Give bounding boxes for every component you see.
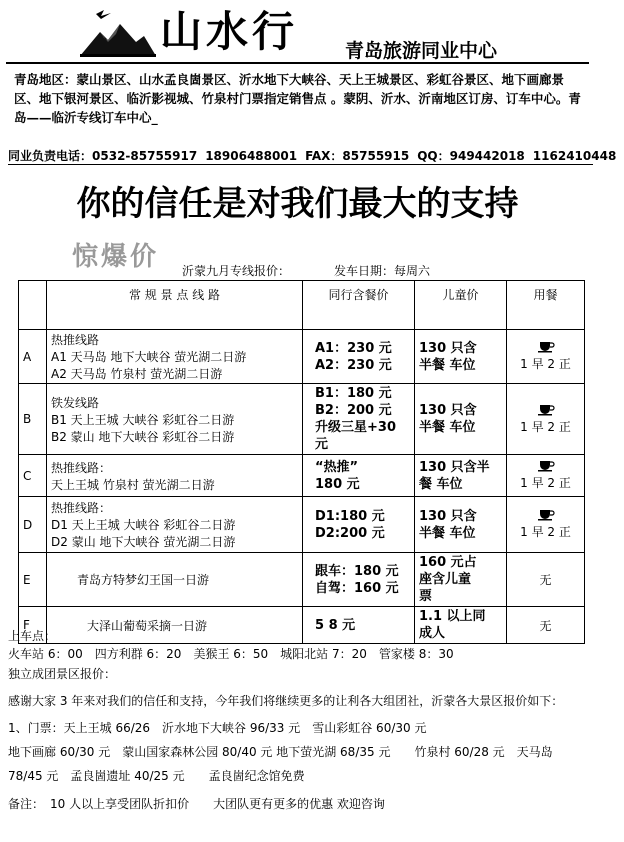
table-header-price: 同行含餐价 xyxy=(303,281,415,330)
price-line: B1：180 元 xyxy=(315,386,392,401)
contact-qq: QQ：949442018 xyxy=(417,149,525,163)
row-id: C xyxy=(19,455,47,497)
child-price-line: 130 只含 xyxy=(419,403,477,418)
row-price xyxy=(303,384,415,455)
price-line: 跟车：180 元 xyxy=(315,563,399,579)
route-line: D1 天上王城 大峡谷 彩虹谷二日游 xyxy=(51,518,236,532)
row-child-price xyxy=(415,384,507,455)
row-route xyxy=(47,497,303,553)
logo-mountain-icon xyxy=(78,6,158,58)
table-row xyxy=(19,553,585,607)
row-price xyxy=(303,497,415,553)
bottom-info xyxy=(8,628,588,812)
child-price-line: 半餐 车位 xyxy=(419,420,476,435)
route-line: 青岛方特梦幻王国一日游 xyxy=(77,573,210,587)
route-line: 大泽山葡萄采摘一日游 xyxy=(87,618,208,633)
tickets-line-3: 78/45 元 孟良崮遗址 40/25 元 孟良崮纪念馆免费 xyxy=(8,769,305,783)
child-price-line: 票 xyxy=(419,589,433,604)
meal-text: 1 早 2 正 xyxy=(520,357,571,371)
teacup-icon xyxy=(537,460,555,472)
contact-label: 同业负责电话： xyxy=(8,149,93,163)
route-line: 天上王城 竹泉村 萤光湖二日游 xyxy=(51,477,215,492)
route-line: A1 天马岛 地下大峡谷 萤光湖二日游 xyxy=(51,350,247,364)
route-line: 铁发线路 xyxy=(51,395,100,410)
price-title: 沂蒙九月专线报价： xyxy=(182,264,291,278)
route-line: 热推线路： xyxy=(51,501,112,515)
pickup-points: 火车站 6：00 四方利群 6：20 美猴王 6：50 城阳北站 7：20 管家楼 8：30 xyxy=(8,647,454,661)
child-price-line: 160 元占 xyxy=(419,555,477,570)
contact-fax: FAX：85755915 xyxy=(305,149,410,163)
contact-phone-3: 1162410448 xyxy=(532,149,617,163)
price-table xyxy=(18,280,585,644)
row-id: D xyxy=(19,497,47,553)
price-line: 5 8 元 xyxy=(315,617,356,633)
departure-date: 发车日期：每周六 xyxy=(334,264,431,278)
independent-title: 独立成团景区报价： xyxy=(8,667,117,681)
table-row xyxy=(19,330,585,384)
price-line: D2:200 元 xyxy=(315,525,385,541)
price-line: D1:180 元 xyxy=(315,508,385,524)
row-meal xyxy=(507,455,585,497)
child-price-line: 座含儿童 xyxy=(419,572,472,587)
table-row xyxy=(19,455,585,497)
row-id: F xyxy=(19,607,47,644)
row-route xyxy=(47,330,303,384)
route-line: A2 天马岛 竹泉村 萤光湖二日游 xyxy=(51,367,223,381)
table-row xyxy=(19,497,585,553)
row-child-price xyxy=(415,553,507,607)
meal-text: 无 xyxy=(539,618,552,633)
row-meal xyxy=(507,330,585,384)
child-price-line: 半餐 车位 xyxy=(419,525,476,541)
row-child-price xyxy=(415,455,507,497)
child-price-line: 130 只含半 xyxy=(419,459,490,475)
pickup-title: 上车点： xyxy=(8,629,57,643)
price-line: 升级三星+30 元 xyxy=(315,420,396,452)
row-route xyxy=(47,384,303,455)
table-row xyxy=(19,384,585,455)
logo-text: 山水行 xyxy=(160,7,299,56)
price-line: B2：200 元 xyxy=(315,403,392,418)
row-id: E xyxy=(19,553,47,607)
table-header-route: 常 规 景 点 线 路 xyxy=(47,281,303,330)
contact-phone-2: 18906488001 xyxy=(205,149,298,163)
route-line: B1 天上王城 大峡谷 彩虹谷二日游 xyxy=(51,412,235,427)
slogan: 你的信任是对我们最大的支持 xyxy=(76,184,519,224)
contact-phone-1: 0532-85755917 xyxy=(92,149,198,163)
price-line: “热推” xyxy=(315,459,359,475)
row-child-price xyxy=(415,330,507,384)
meal-text: 1 早 2 正 xyxy=(520,476,571,490)
row-id: B xyxy=(19,384,47,455)
meal-text: 无 xyxy=(539,573,552,587)
promo-word: 惊爆价 xyxy=(72,242,160,272)
org-name: 青岛旅游同业中心 xyxy=(345,40,498,62)
route-line: 热推线路 xyxy=(51,333,100,347)
table-header-id xyxy=(19,281,47,330)
child-price-line: 130 只含 xyxy=(419,340,477,356)
route-line: D2 蒙山 地下大峡谷 萤光湖二日游 xyxy=(51,535,236,549)
route-line: B2 蒙山 地下大峡谷 彩虹谷二日游 xyxy=(51,429,235,444)
note-text: 备注： 10 人以上享受团队折扣价 大团队更有更多的优惠 欢迎咨询 xyxy=(8,797,385,811)
row-meal xyxy=(507,497,585,553)
meal-text: 1 早 2 正 xyxy=(520,419,571,434)
price-line: A2：230 元 xyxy=(315,357,392,373)
price-line: A1：230 元 xyxy=(315,340,392,356)
teacup-icon xyxy=(537,404,555,416)
row-meal xyxy=(507,553,585,607)
tickets-line-1: 1、门票：天上王城 66/26 沂水地下大峡谷 96/33 元 雪山彩虹谷 60/30 元 xyxy=(8,721,427,735)
meal-text: 1 早 2 正 xyxy=(520,525,571,539)
row-route xyxy=(47,553,303,607)
price-subtitle xyxy=(182,262,430,279)
contact-line xyxy=(8,148,617,165)
tickets-line-2: 地下画廊 60/30 元 蒙山国家森林公园 80/40 元 地下萤光湖 68/35 元 竹泉村 60/28 元 天马岛 xyxy=(8,745,553,759)
price-line: 180 元 xyxy=(315,476,360,492)
price-line: 自驾：160 元 xyxy=(315,580,399,596)
row-id: A xyxy=(19,330,47,384)
teacup-icon xyxy=(537,341,555,353)
row-meal xyxy=(507,384,585,455)
table-header-child: 儿童价 xyxy=(415,281,507,330)
child-price-line: 成人 xyxy=(419,626,446,641)
table-header-meal: 用餐 xyxy=(507,281,585,330)
row-child-price xyxy=(415,497,507,553)
thanks-text: 感谢大家 3 年来对我们的信任和支持，今年我们将继续更多的让利各大组团社，沂蒙各大景区报价如下： xyxy=(8,694,564,708)
row-route xyxy=(47,455,303,497)
row-price xyxy=(303,330,415,384)
child-price-line: 餐 车位 xyxy=(419,476,463,492)
child-price-line: 130 只含 xyxy=(419,508,477,524)
child-price-line: 半餐 车位 xyxy=(419,357,476,373)
table-header-row xyxy=(19,281,585,330)
row-price xyxy=(303,553,415,607)
row-price xyxy=(303,455,415,497)
header-divider xyxy=(6,62,589,64)
route-line: 热推线路： xyxy=(51,460,112,475)
child-price-line: 1.1 以上同 xyxy=(419,609,486,624)
teacup-icon xyxy=(537,509,555,521)
intro-text: 青岛地区：蒙山景区、山水孟良崮景区、沂水地下大峡谷、天上王城景区、彩虹谷景区、地下画廊景区、地下银河景区、临沂影视城、竹泉村门票指定销售点 。蒙阴、沂水、沂南地区订房、订车中心。青岛——临沂专线订车中心_ xyxy=(14,72,581,125)
